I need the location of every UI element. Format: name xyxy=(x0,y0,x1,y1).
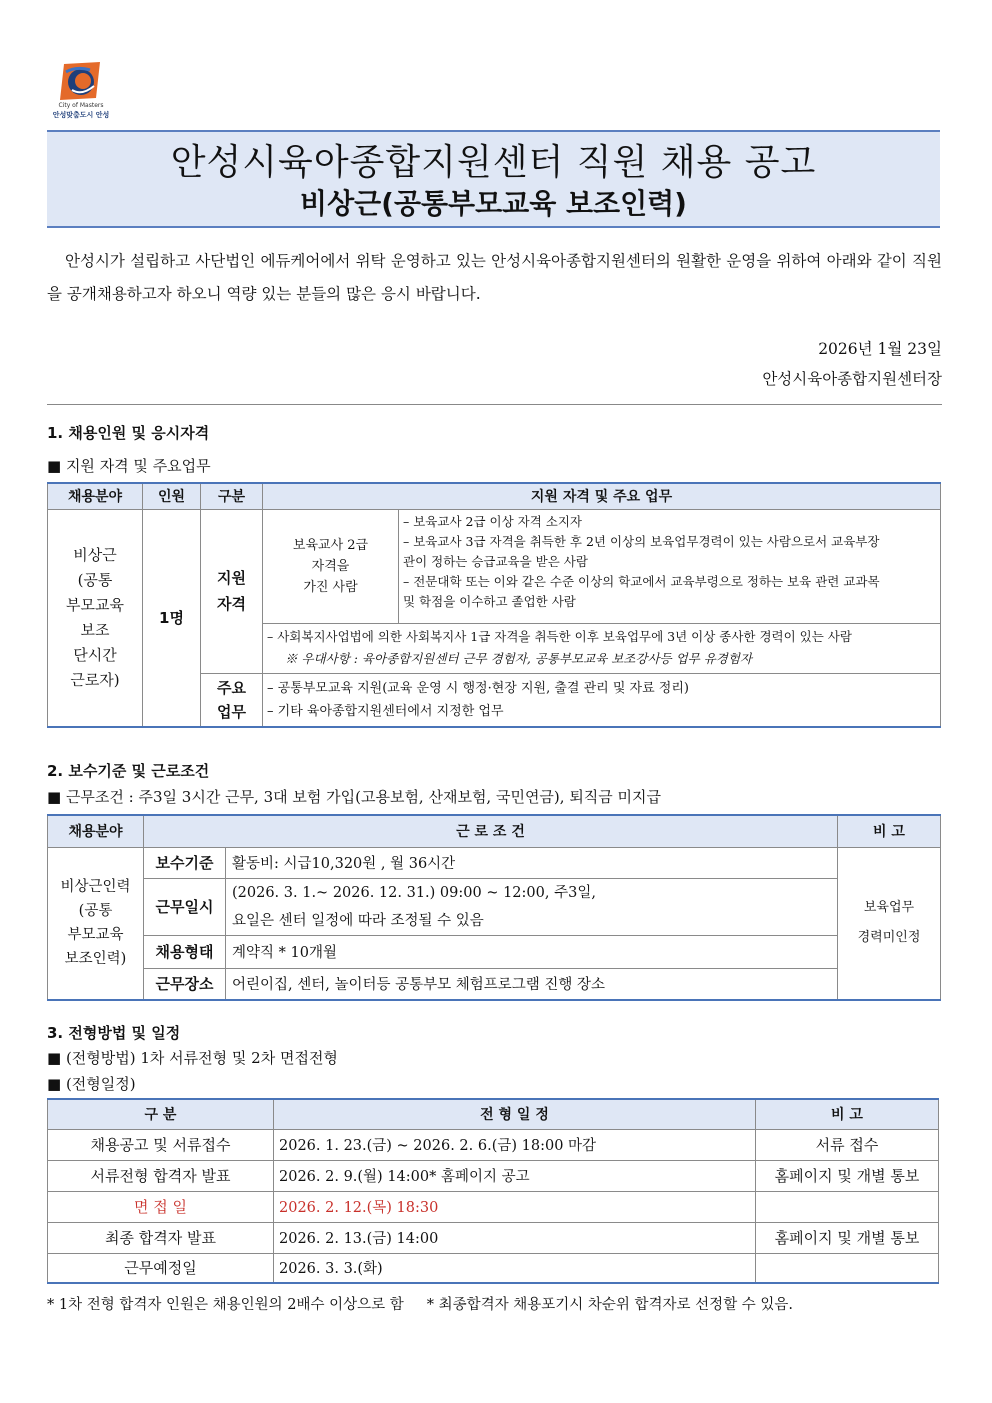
header-conditions: 근 로 조 건 xyxy=(144,815,838,847)
qual-item: – 전문대학 또는 이와 같은 수준 이상의 학교에서 교육부령으로 정하는 보육 관련 교과목 및 학점을 이수하고 졸업한 사람 xyxy=(403,573,880,609)
header-stage: 구 분 xyxy=(48,1099,274,1129)
city-logo xyxy=(50,60,112,120)
qual-preference: ※ 우대사항 : 육아종합지원센터 근무 경험자, 공통부모교육 보조강사등 업무 유경험자 xyxy=(285,651,752,666)
schedule-footnote: * 1차 전형 합격자 인원은 채용인원의 2배수 이상으로 함 * 최종합격자 채용포기시 차순위 합격자로 선정할 수 있음. xyxy=(47,1297,794,1313)
page-subtitle: 비상근(공통부모교육 보조인력) xyxy=(300,187,687,220)
section1-bullet: ■ 지원 자격 및 주요업무 xyxy=(47,457,211,475)
qual-item: – 보육교사 2급 이상 자격 소지자 xyxy=(403,513,582,529)
schedule-stage: 채용공고 및 서류접수 xyxy=(48,1129,274,1160)
condition-label: 근무일시 xyxy=(144,878,226,935)
logo-en-text: City of Masters xyxy=(58,102,104,109)
section1-heading: 1. 채용인원 및 응시자격 xyxy=(47,424,210,442)
logo-emblem-icon xyxy=(50,60,112,102)
condition-value: (2026. 3. 1.~ 2026. 12. 31.) 09:00 ~ 12:00, 주3일, 요일은 센터 일정에 따라 조정될 수 있음 xyxy=(226,878,838,935)
schedule-date: 2026. 2. 9.(월) 14:00* 홈페이지 공고 xyxy=(274,1160,756,1191)
count-cell: 1명 xyxy=(143,509,201,727)
duty-items xyxy=(263,673,941,727)
announcement-date: 2026년 1월 23일 xyxy=(818,340,942,358)
condition-label: 채용형태 xyxy=(144,935,226,968)
header-note: 비 고 xyxy=(838,815,941,847)
qual-extra: – 사회복지사업법에 의한 사회복지사 1급 자격을 취득한 이후 보육업무에 3년 이상 종사한 경력이 있는 사람 xyxy=(267,629,852,644)
duty-item: – 공통부모교육 지원(교육 운영 시 행정·현장 지원, 출결 관리 및 자료 정리) xyxy=(267,680,689,696)
condition-value: 계약직 * 10개월 xyxy=(226,935,838,968)
schedule-note: 홈페이지 및 개별 통보 xyxy=(756,1222,939,1253)
page-title: 안성시육아종합지원센터 직원 채용 공고 xyxy=(170,142,817,183)
field-cell: 비상근 (공통 부모교육 보조 단시간 근로자) xyxy=(48,509,143,727)
condition-value: 활동비: 시급10,320원 , 월 36시간 xyxy=(226,847,838,878)
intro-paragraph: 안성시가 설립하고 사단법인 에듀케어에서 위탁 운영하고 있는 안성시육아종합지원센터의 원활한 운영을 위하여 아래와 같이 직원을 공개채용하고자 하오니 역량 있는 분들의 많은 응시 바랍니다. xyxy=(47,252,942,303)
header-field: 채용분야 xyxy=(48,483,143,509)
header-schedule: 전 형 일 정 xyxy=(274,1099,756,1129)
schedule-stage: 서류전형 합격자 발표 xyxy=(48,1160,274,1191)
section3-bullet2: ■ (전형일정) xyxy=(47,1075,136,1093)
duty-item: – 기타 육아종합지원센터에서 지정한 업무 xyxy=(267,703,504,719)
qualification-items xyxy=(399,509,941,623)
schedule-stage: 최종 합격자 발표 xyxy=(48,1222,274,1253)
conditions-table xyxy=(47,814,941,1001)
divider xyxy=(47,404,942,405)
section2-bullet: ■ 근무조건 : 주3일 3시간 근무, 3대 보험 가입(고용보험, 산재보험, 국민연금), 퇴직금 미지급 xyxy=(47,788,662,806)
header-note: 비 고 xyxy=(756,1099,939,1129)
schedule-note xyxy=(756,1253,939,1283)
schedule-stage: 근무예정일 xyxy=(48,1253,274,1283)
logo-ko-text: 안성맞춤도시 안성 xyxy=(52,111,110,119)
header-count: 인원 xyxy=(143,483,201,509)
condition-label: 보수기준 xyxy=(144,847,226,878)
schedule-table xyxy=(47,1098,939,1284)
announcement-signer: 안성시육아종합지원센터장 xyxy=(762,370,942,388)
qual-item: – 보육교사 3급 자격을 취득한 후 2년 이상의 보육업무경력이 있는 사람으로서 교육부장 관이 정하는 승급교육을 받은 사람 xyxy=(403,533,880,569)
schedule-date: 2026. 1. 23.(금) ~ 2026. 2. 6.(금) 18:00 마감 xyxy=(274,1129,756,1160)
title-box xyxy=(47,130,940,228)
condition-note: 보육업무 경력미인정 xyxy=(838,847,941,1000)
qualification-sub: 보육교사 2급 자격을 가진 사람 xyxy=(263,509,399,623)
condition-label: 근무장소 xyxy=(144,968,226,1000)
schedule-note xyxy=(756,1191,939,1222)
section2-heading: 2. 보수기준 및 근로조건 xyxy=(47,762,210,780)
duty-label: 주요 업무 xyxy=(201,673,263,727)
schedule-date: 2026. 3. 3.(화) xyxy=(274,1253,756,1283)
header-field: 채용분야 xyxy=(48,815,144,847)
qualification-label: 지원 자격 xyxy=(201,509,263,673)
schedule-date: 2026. 2. 12.(목) 18:30 xyxy=(274,1191,756,1222)
schedule-date: 2026. 2. 13.(금) 14:00 xyxy=(274,1222,756,1253)
section3-bullet1: ■ (전형방법) 1차 서류전형 및 2차 면접전형 xyxy=(47,1049,338,1067)
schedule-stage: 면 접 일 xyxy=(48,1191,274,1222)
qualification-extra-cell xyxy=(263,623,941,673)
section3-heading: 3. 전형방법 및 일정 xyxy=(47,1024,181,1042)
header-category: 구분 xyxy=(201,483,263,509)
field-cell: 비상근인력 (공통 부모교육 보조인력) xyxy=(48,847,144,1000)
condition-value: 어린이집, 센터, 놀이터등 공통부모 체험프로그램 진행 장소 xyxy=(226,968,838,1000)
header-qualification: 지원 자격 및 주요 업무 xyxy=(263,483,941,509)
qualification-table xyxy=(47,482,941,728)
schedule-note: 서류 접수 xyxy=(756,1129,939,1160)
schedule-note: 홈페이지 및 개별 통보 xyxy=(756,1160,939,1191)
